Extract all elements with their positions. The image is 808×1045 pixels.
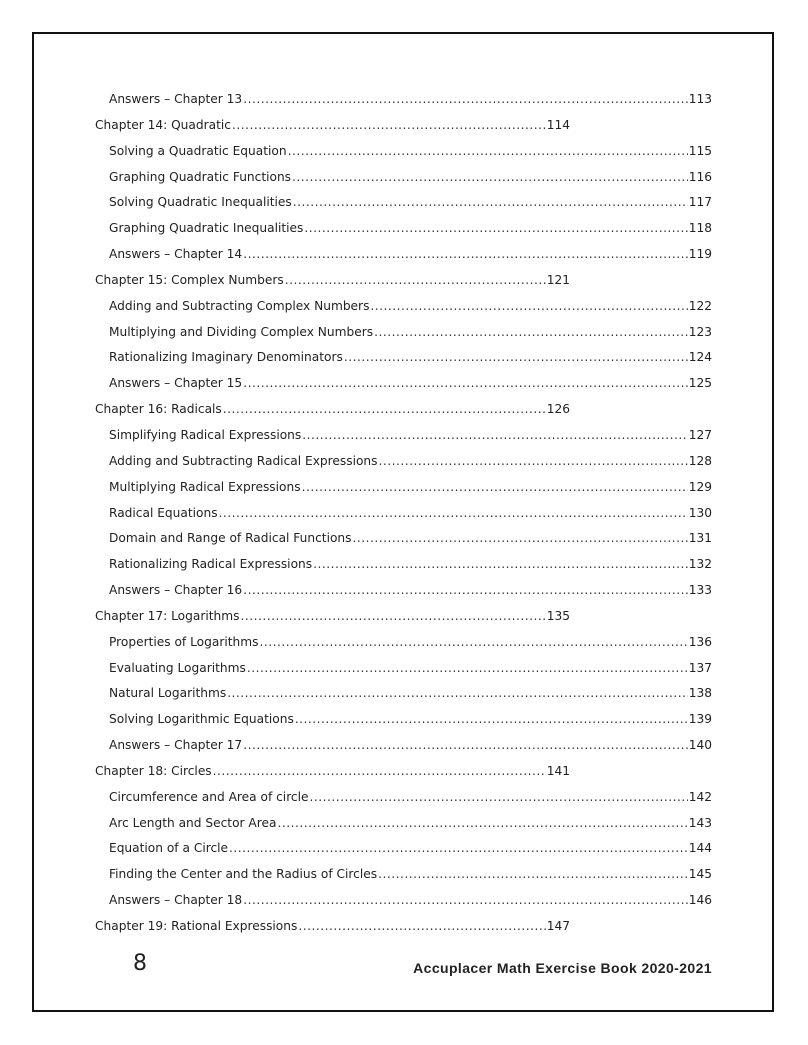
toc-chapter-entry[interactable] (95, 402, 570, 428)
toc-entry-page: 146 (688, 893, 712, 908)
toc-entry-page: 113 (688, 92, 712, 106)
dot-leader (277, 816, 687, 830)
toc-entry-title: Graphing Quadratic Functions (109, 169, 292, 184)
toc-section-entry[interactable] (95, 790, 712, 816)
toc-entry-title: Answers – Chapter 16 (109, 583, 243, 598)
dot-leader (243, 376, 688, 390)
toc-entry-page: 141 (546, 763, 570, 778)
toc-entry-page: 121 (546, 272, 570, 287)
toc-entry-page: 142 (688, 789, 712, 804)
toc-entry-title: Domain and Range of Radical Functions (109, 531, 352, 546)
toc-entry-title: Adding and Subtracting Radical Expressions (109, 453, 378, 468)
dot-leader (247, 661, 688, 675)
toc-entry-page: 144 (688, 841, 712, 856)
toc-entry-page: 131 (688, 531, 712, 546)
toc-entry-page: 136 (688, 634, 712, 649)
dot-leader (227, 686, 688, 700)
dot-leader (302, 428, 687, 442)
toc-section-entry[interactable] (95, 376, 712, 402)
toc-entry-page: 115 (688, 143, 712, 158)
toc-entry-title: Chapter 15: Complex Numbers (95, 272, 284, 287)
dot-leader (304, 221, 687, 235)
toc-entry-page: 139 (688, 712, 712, 727)
dot-leader (378, 867, 688, 881)
toc-entry-title: Solving Quadratic Inequalities (109, 195, 292, 210)
toc-entry-page: 137 (688, 660, 712, 675)
toc-entry-page: 124 (688, 350, 712, 365)
dot-leader (295, 712, 688, 726)
dot-leader (293, 195, 688, 209)
toc-entry-title: Natural Logarithms (109, 686, 227, 701)
toc-section-entry[interactable] (95, 428, 712, 454)
dot-leader (213, 764, 546, 778)
toc-entry-title: Multiplying Radical Expressions (109, 479, 301, 494)
toc-section-entry[interactable] (95, 841, 712, 867)
dot-leader (240, 609, 545, 623)
toc-entry-page: 125 (688, 376, 712, 391)
dot-leader (285, 273, 546, 287)
toc-entry-title: Answers – Chapter 13 (109, 92, 243, 106)
toc-section-entry[interactable] (95, 480, 712, 506)
dot-leader (232, 118, 546, 132)
toc-entry-title: Answers – Chapter 14 (109, 247, 243, 262)
dot-leader (259, 635, 687, 649)
dot-leader (379, 454, 688, 468)
toc-entry-title: Answers – Chapter 17 (109, 738, 243, 753)
dot-leader (370, 299, 687, 313)
toc-entry-page: 127 (688, 427, 712, 442)
toc-entry-page: 116 (688, 169, 712, 184)
dot-leader (344, 350, 688, 364)
toc-section-entry[interactable] (95, 195, 712, 221)
toc-chapter-entry[interactable] (95, 609, 570, 635)
toc-entry-page: 117 (688, 195, 712, 210)
toc-entry-page: 138 (688, 686, 712, 701)
toc-entry-page: 129 (688, 479, 712, 494)
toc-section-entry[interactable] (95, 350, 712, 376)
toc-section-entry[interactable] (95, 738, 712, 764)
dot-leader (243, 893, 688, 907)
toc-entry-title: Answers – Chapter 18 (109, 893, 243, 908)
toc-entry-title: Graphing Quadratic Inequalities (109, 221, 304, 236)
toc-entry-page: 132 (688, 557, 712, 572)
toc-entry-title: Answers – Chapter 15 (109, 376, 243, 391)
dot-leader (310, 790, 688, 804)
toc-section-entry[interactable] (95, 557, 712, 583)
toc-entry-page: 114 (546, 117, 570, 132)
toc-entry-title: Chapter 19: Rational Expressions (95, 919, 298, 933)
toc-entry-title: Properties of Logarithms (109, 634, 259, 649)
toc-entry-title: Chapter 16: Radicals (95, 402, 222, 417)
toc-section-entry[interactable] (95, 712, 712, 738)
toc-section-entry[interactable] (95, 583, 712, 609)
toc-entry-page: 140 (688, 738, 712, 753)
toc-entry-page: 135 (546, 608, 570, 623)
dot-leader (229, 841, 688, 855)
toc-section-entry[interactable] (95, 686, 712, 712)
toc-entry-title: Multiplying and Dividing Complex Numbers (109, 324, 374, 339)
toc-section-entry[interactable] (95, 893, 712, 919)
dot-leader (243, 92, 688, 106)
toc-entry-title: Solving a Quadratic Equation (109, 143, 287, 158)
dot-leader (374, 325, 688, 339)
table-of-contents (95, 92, 712, 945)
toc-chapter-entry[interactable] (95, 764, 570, 790)
toc-section-entry[interactable] (95, 325, 712, 351)
toc-entry-title: Chapter 14: Quadratic (95, 117, 231, 132)
toc-entry-page: 123 (688, 324, 712, 339)
page-number: 8 (133, 951, 147, 976)
toc-entry-title: Simplifying Radical Expressions (109, 427, 302, 442)
toc-section-entry[interactable] (95, 299, 712, 325)
toc-entry-title: Equation of a Circle (109, 841, 229, 856)
dot-leader (288, 144, 688, 158)
toc-section-entry[interactable] (95, 170, 712, 196)
toc-section-entry[interactable] (95, 221, 712, 247)
toc-section-entry[interactable] (95, 454, 712, 480)
toc-entry-title: Solving Logarithmic Equations (109, 712, 294, 727)
dot-leader (353, 531, 688, 545)
toc-entry-page: 126 (546, 402, 570, 417)
toc-section-entry[interactable] (95, 867, 712, 893)
toc-entry-title: Arc Length and Sector Area (109, 815, 277, 830)
toc-entry-title: Evaluating Logarithms (109, 660, 246, 675)
toc-section-entry[interactable] (95, 247, 712, 273)
toc-entry-title: Finding the Center and the Radius of Circles (109, 867, 378, 882)
dot-leader (313, 557, 688, 571)
toc-entry-title: Chapter 18: Circles (95, 763, 212, 778)
toc-entry-page: 143 (688, 815, 712, 830)
toc-section-entry[interactable] (95, 635, 712, 661)
toc-entry-page: 130 (688, 505, 712, 520)
toc-section-entry[interactable] (95, 661, 712, 687)
dot-leader (243, 583, 688, 597)
dot-leader (219, 506, 688, 520)
toc-entry-title: Chapter 17: Logarithms (95, 608, 240, 623)
toc-section-entry[interactable] (95, 144, 712, 170)
toc-entry-page: 133 (688, 583, 712, 598)
toc-entry-page: 118 (688, 221, 712, 236)
toc-entry-page: 147 (546, 919, 570, 933)
toc-entry-title: Rationalizing Radical Expressions (109, 557, 313, 572)
toc-entry-title: Radical Equations (109, 505, 218, 520)
toc-chapter-entry[interactable] (95, 273, 570, 299)
dot-leader (292, 170, 688, 184)
dot-leader (243, 247, 688, 261)
toc-entry-page: 128 (688, 453, 712, 468)
toc-entry-page: 145 (688, 867, 712, 882)
toc-section-entry[interactable] (95, 92, 712, 118)
toc-section-entry[interactable] (95, 816, 712, 842)
toc-section-entry[interactable] (95, 531, 712, 557)
dot-leader (302, 480, 688, 494)
toc-entry-title: Adding and Subtracting Complex Numbers (109, 298, 370, 313)
dot-leader (223, 402, 546, 416)
toc-entry-title: Rationalizing Imaginary Denominators (109, 350, 343, 365)
toc-entry-page: 122 (688, 298, 712, 313)
toc-entry-title: Circumference and Area of circle (109, 789, 309, 804)
toc-entry-page: 119 (688, 247, 712, 262)
dot-leader (243, 738, 688, 752)
toc-chapter-entry[interactable] (95, 919, 570, 945)
toc-section-entry[interactable] (95, 506, 712, 532)
toc-chapter-entry[interactable] (95, 118, 570, 144)
book-title: Accuplacer Math Exercise Book 2020-2021 (413, 960, 712, 976)
dot-leader (298, 919, 545, 933)
